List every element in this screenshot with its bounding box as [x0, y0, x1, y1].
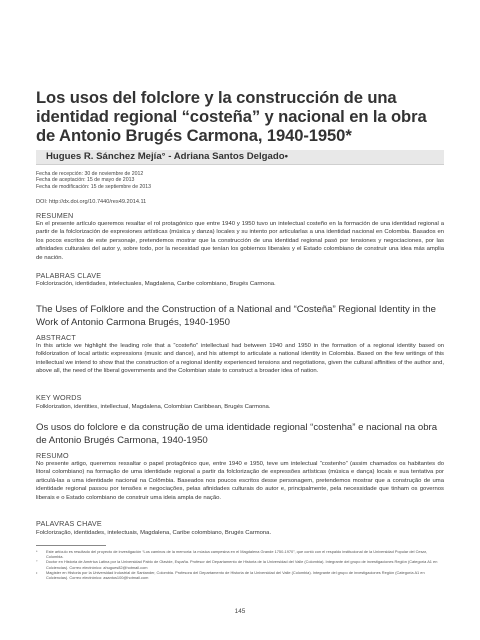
keywords-heading: KEY WORDS: [36, 393, 82, 402]
date-received: Fecha de recepción: 30 de noviembre de 2012: [36, 171, 144, 177]
footnote-mark: °: [36, 559, 38, 565]
footnote-text: Magíster en Historia por la Universidad Industrial de Santander, Colombia. Profesora del Departamento de Historia de la Universidad del Valle (Colombia). Integrante del grupo de investigaciones Región (Categoría A1 en Colciencias). Correo electrónico: asantos100@hotmail.com: [46, 569, 425, 581]
footnote-rule: [36, 545, 106, 546]
footnote-mark: •: [36, 569, 38, 575]
palavras-chave-heading: PALAVRAS CHAVE: [36, 519, 102, 528]
resumo-heading: RESUMO: [36, 451, 69, 460]
footnote: [36, 549, 444, 559]
date-accepted: Fecha de aceptación: 15 de mayo de 2013: [36, 177, 135, 184]
doi-link[interactable]: DOI: http://dx.doi.org/10.7440/res49.2014.11: [36, 199, 147, 205]
resumen-text: En el presente artículo queremos resaltar el rol protagónico que entre 1940 y 1950 tuvo un intelectual costeño en la formación de una identidad regional a partir de la folclorización de expresiones artísticas (música y danza) locales y su intento por articularlas a una identidad nacional en Colombia. Basados en los pocos escritos de este personaje, pretendemos mostrar que la construcción de una identidad regional pasó por tensiones y negociaciones, por las afinidades culturales del autor y, sobre todo, por la necesidad que tenían los gobiernos liberales y el Estado colombiano de construir una idea más amplia de nación.: [36, 221, 444, 261]
resumen-heading: RESUMEN: [36, 211, 74, 220]
abstract-text: In this article we highlight the leading role that a “costeño” intellectual had between 1940 and 1950 in the formation of a regional identity based on folklorization of local artistic expressions (music and dance), and his attempt to articulate a national identity in Colombia. Based on the few writings of this intellectual we intend to show that the construction of a regional identity experienced tensions and negotiations, given the cultural affinities of the author and, above all, the need of the liberal governments and the Colombian state to construct a broader idea of nation.: [36, 343, 444, 375]
footnote-text: Este artículo es resultado del proyecto de investigación “Los caminos de la memoria: la música campesina en el Magdalena Grande 1750-1970”, que contó con el respaldo institucional de la Universidad Popular del Cesar, Colombia.: [46, 549, 427, 560]
page-number: 145: [234, 608, 246, 615]
date-modified: Fecha de modificación: 15 de septiembre de 2013: [36, 183, 152, 190]
keywords: Folklorization, identities, intellectual, Magdalena, Colombian Caribbean, Brugés Carmona.: [36, 404, 271, 410]
footnote: [36, 559, 444, 569]
footnote-text: Doctor en Historia de América Latina por la Universidad Pablo de Olavide, España. Profesor del Departamento de Historia de la Universidad del Valle (Colombia). Integrante del grupo de investigaciones Región (Categoría A1 en Colciencias). Correo electrónico: ahugues82@hotmail.com: [46, 559, 438, 570]
authors: Hugues R. Sánchez Mejía° - Adriana Santos Delgado•: [46, 151, 288, 162]
article-title: Los usos del folclore y la construcción de una identidad regional “costeña” y nacional en la obra de Antonio Brugés Carmona, 1940-1950*: [36, 88, 427, 145]
english-title: The Uses of Folklore and the Construction of a National and “Costeña” Regional Identity in the Work of Antonio Carmona Brugés, 1940-1950: [36, 304, 436, 328]
resumo-text: No presente artigo, queremos ressaltar o papel protagônico que, entre 1940 e 1950, teve um intelectual “costenho” (assim chamados os habitantes do litoral colombiano) na formação de uma identidade regional a partir da folclorização de expressões artísticas (música e dança) locais e sua tentativa por articulá-las a uma identidade nacional na Colômbia. Baseados nos poucos escritos desse personagem, pretendemos mostrar que a construção de uma identidade regional passou por tensões e negociações, pelas afinidades culturais do autor e, principalmente, pela necessidade que tinham os governos liberais e o Estado colombiano de construir uma ideia ampla de nação.: [36, 461, 444, 501]
palabras-clave: Folclorización, identidades, intelectuales, Magdalena, Caribe colombiano, Brugés Carmona.: [36, 281, 276, 287]
footnote: [36, 570, 444, 580]
palavras-chave: Folclorização, identidades, intelectuais, Magdalena, Caribe colombiano, Brugés Carmona.: [36, 530, 272, 536]
article-dates: [36, 171, 151, 190]
portuguese-title: Os usos do folclore e da construção de uma identidade regional “costenha” e nacional na obra de Antonio Brugés Carmona, 1940-1950: [36, 422, 438, 446]
palabras-clave-heading: PALABRAS CLAVE: [36, 271, 102, 280]
footnote-mark: *: [36, 549, 38, 554]
footnotes: [36, 549, 444, 580]
abstract-heading: ABSTRACT: [36, 333, 76, 342]
